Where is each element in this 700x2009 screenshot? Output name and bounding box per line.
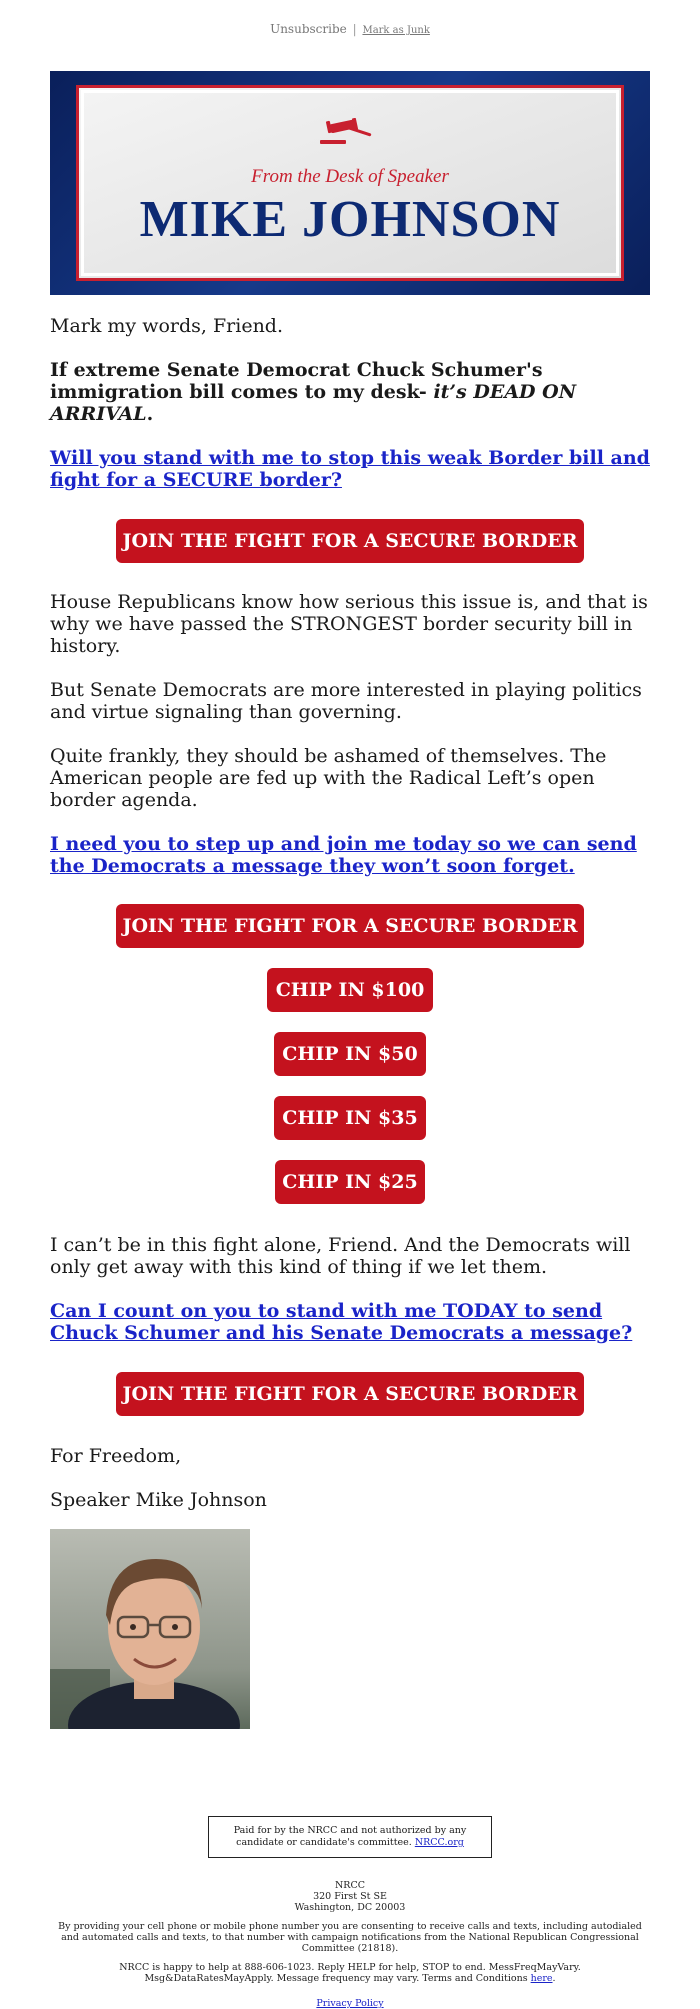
chip-row-100: [50, 968, 650, 1012]
lead-emphasis: it’s DEAD ON ARRIVAL: [50, 381, 577, 425]
paragraph-fight-alone: I can’t be in this fight alone, Friend. And the Democrats will only get away with this kind of thing if we let them.: [50, 1234, 631, 1278]
paid-for-text: Paid for by the NRCC and not authorized by any candidate or candidate's committee.: [233, 1825, 467, 1848]
step-up-link[interactable]: I need you to step up and join me today so we can send the Democrats a message they won’t soon forget.: [50, 833, 637, 877]
signature: Speaker Mike Johnson: [50, 1489, 267, 1511]
paragraph-ashamed: Quite frankly, they should be ashamed of themselves. The American people are fed up with the Radical Left’s open border agenda.: [50, 745, 607, 811]
footer-consent: By providing your cell phone or mobile phone number you are consenting to receive calls and texts, including autodialed and automated calls and texts, to that number with campaign notifications from the National Republican Congressional Committee (21818).: [58, 1921, 642, 1954]
chip-row-50: [50, 1032, 650, 1076]
footer: [50, 1880, 650, 2009]
privacy-policy-link[interactable]: Privacy Policy: [316, 1998, 384, 2009]
greeting: Mark my words, Friend.: [50, 315, 284, 337]
paid-for-box: [208, 1816, 492, 1858]
gavel-icon: [316, 118, 378, 146]
nrcc-link[interactable]: NRCC.org: [414, 1837, 464, 1848]
lead-text: If extreme Senate Democrat Chuck Schumer's immigration bill comes to my desk-: [50, 359, 543, 403]
email-body: [50, 0, 650, 2009]
chip-in-35-button[interactable]: CHIP IN $35: [274, 1096, 426, 1140]
footer-help: [50, 1962, 650, 1984]
footer-street: 320 First St SE: [313, 1891, 387, 1902]
mark-as-junk-link[interactable]: Mark as Junk: [362, 25, 430, 36]
paragraph-house-republicans: House Republicans know how serious this issue is, and that is why we have passed the STRONGEST border security bill in history.: [50, 591, 648, 657]
lead-paragraph: [50, 359, 650, 425]
terms-link[interactable]: here: [530, 1973, 553, 1984]
header-links: [50, 0, 650, 50]
stand-with-me-link[interactable]: Will you stand with me to stop this weak Border bill and fight for a SECURE border?: [50, 447, 650, 491]
count-on-you-link[interactable]: Can I count on you to stand with me TODAY to send Chuck Schumer and his Senate Democrats a message?: [50, 1300, 633, 1344]
unsubscribe-link[interactable]: Unsubscribe: [270, 22, 347, 36]
chip-in-25-button[interactable]: CHIP IN $25: [275, 1160, 425, 1204]
chip-row-35: [50, 1096, 650, 1140]
lead-period: .: [146, 403, 154, 425]
banner-subtitle: From the Desk of Speaker: [251, 166, 449, 187]
banner-panel: [76, 85, 624, 281]
chip-in-100-button[interactable]: CHIP IN $100: [267, 968, 433, 1012]
cta-row-2: [50, 904, 650, 948]
header-separator: |: [352, 22, 357, 36]
join-fight-button[interactable]: JOIN THE FIGHT FOR A SECURE BORDER: [116, 904, 584, 948]
chip-in-50-button[interactable]: CHIP IN $50: [274, 1032, 426, 1076]
footer-help-text: NRCC is happy to help at 888-606-1023. Reply HELP for help, STOP to end. MessFreqMayVary. Msg&DataRatesMayApply. Message frequency may vary. Terms and Conditions: [119, 1962, 581, 1984]
footer-city: Washington, DC 20003: [294, 1902, 406, 1913]
cta-row-1: [50, 519, 650, 563]
signoff: For Freedom,: [50, 1445, 182, 1467]
footer-org: NRCC: [334, 1880, 365, 1891]
paragraph-senate-democrats: But Senate Democrats are more interested in playing politics and virtue signaling than governing.: [50, 679, 642, 723]
cta-row-3: [50, 1372, 650, 1416]
banner-title: MIKE JOHNSON: [139, 191, 561, 248]
speaker-photo: [50, 1529, 250, 1729]
footer-help-end: .: [552, 1973, 556, 1984]
join-fight-button[interactable]: JOIN THE FIGHT FOR A SECURE BORDER: [116, 519, 584, 563]
speaker-banner: [50, 71, 650, 295]
chip-row-25: [50, 1160, 650, 1204]
join-fight-button[interactable]: JOIN THE FIGHT FOR A SECURE BORDER: [116, 1372, 584, 1416]
